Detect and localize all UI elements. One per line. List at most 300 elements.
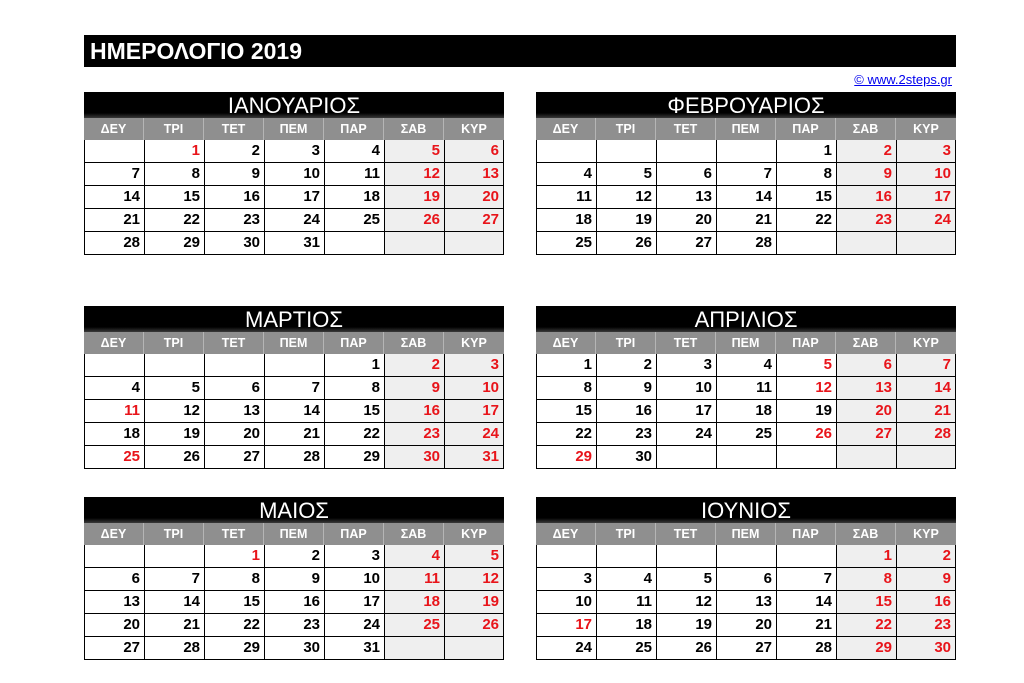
month-name: ΜΑΙΟΣ [259, 498, 329, 523]
day-cell: 28 [896, 423, 956, 445]
day-cell: 4 [536, 163, 596, 185]
day-cell: 19 [144, 423, 204, 445]
day-cell: 20 [656, 209, 716, 231]
day-cell: 8 [776, 163, 836, 185]
day-cell: 15 [324, 400, 384, 422]
day-cell: 27 [444, 209, 504, 231]
day-cell: 19 [656, 614, 716, 636]
day-cell: 1 [204, 545, 264, 567]
day-cell: 16 [836, 186, 896, 208]
day-cell: 3 [656, 354, 716, 376]
month-header [536, 497, 956, 523]
weekday-label: ΔΕΥ [536, 523, 596, 545]
weekday-label: ΠΑΡ [776, 332, 836, 354]
day-cell [836, 232, 896, 254]
weekday-label: ΤΕΤ [204, 332, 264, 354]
week-row [84, 545, 504, 568]
day-cell: 1 [536, 354, 596, 376]
month-calendar [84, 92, 504, 255]
day-cell: 6 [836, 354, 896, 376]
week-row [536, 545, 956, 568]
day-cell: 5 [444, 545, 504, 567]
day-cell: 18 [536, 209, 596, 231]
weekday-label: ΣΑΒ [836, 332, 896, 354]
day-cell: 15 [144, 186, 204, 208]
day-cell: 18 [84, 423, 144, 445]
day-cell: 18 [324, 186, 384, 208]
week-row [84, 209, 504, 232]
weekday-label: ΠΕΜ [716, 332, 776, 354]
day-cell [444, 232, 504, 254]
week-row [536, 446, 956, 469]
day-cell: 25 [596, 637, 656, 659]
weekday-label: ΠΑΡ [324, 523, 384, 545]
day-cell: 24 [896, 209, 956, 231]
day-cell: 10 [896, 163, 956, 185]
day-cell: 19 [384, 186, 444, 208]
day-cell [84, 140, 144, 162]
week-row [536, 232, 956, 255]
day-cell: 27 [716, 637, 776, 659]
day-cell: 28 [776, 637, 836, 659]
day-cell: 30 [384, 446, 444, 468]
day-cell: 14 [84, 186, 144, 208]
day-cell: 23 [204, 209, 264, 231]
month-name: ΑΠΡΙΛΙΟΣ [694, 307, 798, 332]
day-cell [204, 354, 264, 376]
day-cell: 13 [836, 377, 896, 399]
day-cell: 29 [836, 637, 896, 659]
month-calendar [536, 306, 956, 469]
month-calendar [84, 306, 504, 469]
day-cell: 13 [444, 163, 504, 185]
week-row [536, 186, 956, 209]
day-cell: 8 [144, 163, 204, 185]
day-cell: 18 [716, 400, 776, 422]
day-cell: 24 [324, 614, 384, 636]
day-cell: 24 [656, 423, 716, 445]
day-cell: 25 [716, 423, 776, 445]
day-cell: 10 [536, 591, 596, 613]
day-cell: 15 [836, 591, 896, 613]
day-cell: 29 [536, 446, 596, 468]
day-cell [716, 545, 776, 567]
week-row [536, 354, 956, 377]
day-cell [264, 354, 324, 376]
day-cell: 4 [596, 568, 656, 590]
day-cell: 28 [264, 446, 324, 468]
day-cell: 10 [444, 377, 504, 399]
weekday-label: ΤΕΤ [204, 523, 264, 545]
day-cell: 12 [596, 186, 656, 208]
day-cell: 11 [716, 377, 776, 399]
day-cell: 18 [384, 591, 444, 613]
weekday-label: ΣΑΒ [836, 523, 896, 545]
day-cell [536, 545, 596, 567]
day-cell [536, 140, 596, 162]
day-cell: 14 [144, 591, 204, 613]
week-row [536, 209, 956, 232]
week-row [84, 614, 504, 637]
day-cell: 15 [536, 400, 596, 422]
day-cell: 2 [836, 140, 896, 162]
week-row [536, 377, 956, 400]
day-cell: 11 [596, 591, 656, 613]
day-cell: 1 [324, 354, 384, 376]
day-cell: 10 [264, 163, 324, 185]
weekday-label: ΤΡΙ [596, 118, 656, 140]
day-cell [596, 545, 656, 567]
weekday-label: ΤΡΙ [144, 523, 204, 545]
week-row [536, 163, 956, 186]
day-cell: 21 [264, 423, 324, 445]
day-cell [896, 446, 956, 468]
weekday-label: ΔΕΥ [536, 118, 596, 140]
day-cell: 14 [776, 591, 836, 613]
day-cell: 22 [776, 209, 836, 231]
month-calendar [536, 497, 956, 660]
day-cell: 3 [536, 568, 596, 590]
month-calendar [84, 497, 504, 660]
day-cell: 21 [716, 209, 776, 231]
month-name: ΙΟΥΝΙΟΣ [701, 498, 791, 523]
day-cell: 14 [716, 186, 776, 208]
day-cell: 22 [204, 614, 264, 636]
day-cell [144, 354, 204, 376]
week-row [84, 354, 504, 377]
weekday-label: ΠΑΡ [324, 118, 384, 140]
day-cell: 27 [836, 423, 896, 445]
weekday-label: ΚΥΡ [461, 336, 487, 350]
day-cell: 2 [896, 545, 956, 567]
day-cell: 5 [596, 163, 656, 185]
week-row [84, 591, 504, 614]
day-cell: 27 [204, 446, 264, 468]
day-cell: 28 [84, 232, 144, 254]
day-cell: 2 [596, 354, 656, 376]
day-cell: 13 [656, 186, 716, 208]
day-cell: 5 [656, 568, 716, 590]
day-cell: 17 [656, 400, 716, 422]
weekday-label: ΤΡΙ [596, 332, 656, 354]
day-cell: 1 [144, 140, 204, 162]
month-header [84, 306, 504, 332]
day-cell: 31 [264, 232, 324, 254]
week-row [84, 423, 504, 446]
weekday-label: ΔΕΥ [536, 332, 596, 354]
week-row [84, 232, 504, 255]
day-cell: 20 [836, 400, 896, 422]
day-cell: 9 [204, 163, 264, 185]
day-cell: 9 [264, 568, 324, 590]
day-cell [144, 545, 204, 567]
day-cell [656, 446, 716, 468]
day-cell: 8 [324, 377, 384, 399]
day-cell: 25 [84, 446, 144, 468]
day-cell: 24 [444, 423, 504, 445]
weekday-label: ΤΡΙ [144, 118, 204, 140]
day-cell: 6 [656, 163, 716, 185]
day-cell: 27 [656, 232, 716, 254]
day-cell [444, 637, 504, 659]
weekday-label: ΚΥΡ [461, 527, 487, 541]
weekday-header-row [536, 332, 956, 354]
weekday-label: ΤΕΤ [204, 118, 264, 140]
day-cell: 9 [384, 377, 444, 399]
day-cell: 10 [656, 377, 716, 399]
day-cell: 9 [596, 377, 656, 399]
weekday-label: ΔΕΥ [84, 332, 144, 354]
day-cell: 21 [144, 614, 204, 636]
day-cell: 15 [204, 591, 264, 613]
day-cell: 21 [776, 614, 836, 636]
day-cell: 17 [444, 400, 504, 422]
day-cell: 22 [144, 209, 204, 231]
day-cell: 25 [384, 614, 444, 636]
day-cell: 20 [444, 186, 504, 208]
weekday-header-row [84, 523, 504, 545]
day-cell: 16 [384, 400, 444, 422]
week-row [84, 377, 504, 400]
day-cell: 30 [896, 637, 956, 659]
day-cell: 13 [84, 591, 144, 613]
weekday-label: ΠΑΡ [324, 332, 384, 354]
day-cell [896, 232, 956, 254]
day-cell: 13 [716, 591, 776, 613]
day-cell: 26 [384, 209, 444, 231]
week-row [536, 637, 956, 660]
day-cell: 24 [536, 637, 596, 659]
week-row [84, 163, 504, 186]
day-cell: 22 [836, 614, 896, 636]
day-cell: 4 [384, 545, 444, 567]
day-cell: 28 [716, 232, 776, 254]
day-cell: 22 [324, 423, 384, 445]
weekday-label: ΠΕΜ [264, 523, 324, 545]
day-cell: 30 [264, 637, 324, 659]
day-cell: 6 [716, 568, 776, 590]
day-cell: 4 [84, 377, 144, 399]
day-cell: 11 [384, 568, 444, 590]
weekday-label: ΤΡΙ [144, 332, 204, 354]
day-cell: 2 [384, 354, 444, 376]
weekday-header-row [536, 523, 956, 545]
day-cell [596, 140, 656, 162]
month-header [84, 92, 504, 118]
day-cell: 11 [84, 400, 144, 422]
day-cell: 16 [264, 591, 324, 613]
month-name: ΜΑΡΤΙΟΣ [245, 307, 343, 332]
day-cell: 8 [536, 377, 596, 399]
weekday-label: ΤΡΙ [596, 523, 656, 545]
weekday-label: ΚΥΡ [913, 527, 939, 541]
day-cell: 20 [204, 423, 264, 445]
day-cell: 19 [596, 209, 656, 231]
day-cell: 9 [836, 163, 896, 185]
weekday-label: ΤΕΤ [656, 118, 716, 140]
day-cell: 1 [776, 140, 836, 162]
day-cell: 15 [776, 186, 836, 208]
day-cell: 28 [144, 637, 204, 659]
day-cell [656, 140, 716, 162]
day-cell: 3 [896, 140, 956, 162]
day-cell [836, 446, 896, 468]
day-cell [384, 232, 444, 254]
weekday-label: ΤΕΤ [656, 332, 716, 354]
day-cell: 7 [84, 163, 144, 185]
day-cell [776, 446, 836, 468]
day-cell: 7 [264, 377, 324, 399]
day-cell: 5 [776, 354, 836, 376]
day-cell: 14 [264, 400, 324, 422]
weekday-label: ΣΑΒ [384, 523, 444, 545]
month-header [536, 306, 956, 332]
day-cell: 16 [896, 591, 956, 613]
day-cell: 24 [264, 209, 324, 231]
day-cell: 3 [264, 140, 324, 162]
day-cell [716, 446, 776, 468]
calendar-title-bar [84, 35, 956, 67]
day-cell: 4 [716, 354, 776, 376]
day-cell: 13 [204, 400, 264, 422]
day-cell: 21 [896, 400, 956, 422]
day-cell: 25 [536, 232, 596, 254]
day-cell: 29 [204, 637, 264, 659]
day-cell: 23 [596, 423, 656, 445]
week-row [84, 400, 504, 423]
day-cell: 16 [596, 400, 656, 422]
week-row [536, 423, 956, 446]
day-cell: 19 [776, 400, 836, 422]
page-title: ΗΜΕΡΟΛΟΓΙΟ 2019 [90, 38, 302, 64]
week-row [536, 568, 956, 591]
day-cell: 19 [444, 591, 504, 613]
day-cell: 8 [836, 568, 896, 590]
month-header [84, 497, 504, 523]
day-cell: 3 [324, 545, 384, 567]
day-cell: 12 [384, 163, 444, 185]
weekday-label: ΔΕΥ [84, 523, 144, 545]
weekday-label: ΚΥΡ [913, 336, 939, 350]
day-cell: 7 [896, 354, 956, 376]
day-cell: 25 [324, 209, 384, 231]
week-row [84, 140, 504, 163]
day-cell: 14 [896, 377, 956, 399]
copyright-link[interactable]: © www.2steps.gr [854, 72, 952, 87]
day-cell [776, 545, 836, 567]
weekday-label: ΠΑΡ [776, 523, 836, 545]
weekday-label: ΠΕΜ [264, 118, 324, 140]
day-cell: 8 [204, 568, 264, 590]
day-cell: 6 [204, 377, 264, 399]
day-cell [84, 545, 144, 567]
day-cell: 26 [776, 423, 836, 445]
day-cell: 6 [444, 140, 504, 162]
day-cell: 21 [84, 209, 144, 231]
weekday-header-row [84, 118, 504, 140]
day-cell: 17 [896, 186, 956, 208]
day-cell: 4 [324, 140, 384, 162]
day-cell: 5 [144, 377, 204, 399]
day-cell: 29 [324, 446, 384, 468]
day-cell: 30 [596, 446, 656, 468]
weekday-label: ΔΕΥ [84, 118, 144, 140]
day-cell [84, 354, 144, 376]
day-cell: 11 [324, 163, 384, 185]
day-cell: 17 [264, 186, 324, 208]
day-cell: 2 [264, 545, 324, 567]
month-name: ΦΕΒΡΟΥΑΡΙΟΣ [667, 93, 825, 118]
day-cell: 16 [204, 186, 264, 208]
day-cell [776, 232, 836, 254]
weekday-label: ΚΥΡ [913, 122, 939, 136]
day-cell: 12 [656, 591, 716, 613]
day-cell: 17 [536, 614, 596, 636]
day-cell [656, 545, 716, 567]
day-cell: 23 [264, 614, 324, 636]
day-cell: 2 [204, 140, 264, 162]
day-cell: 3 [444, 354, 504, 376]
week-row [84, 568, 504, 591]
week-row [84, 446, 504, 469]
day-cell: 6 [84, 568, 144, 590]
day-cell: 31 [444, 446, 504, 468]
day-cell: 12 [144, 400, 204, 422]
week-row [536, 591, 956, 614]
day-cell: 11 [536, 186, 596, 208]
day-cell: 27 [84, 637, 144, 659]
weekday-label: ΠΕΜ [264, 332, 324, 354]
weekday-label: ΠΕΜ [716, 523, 776, 545]
day-cell: 1 [836, 545, 896, 567]
day-cell: 10 [324, 568, 384, 590]
weekday-label: ΣΑΒ [836, 118, 896, 140]
day-cell: 26 [444, 614, 504, 636]
weekday-header-row [84, 332, 504, 354]
day-cell: 12 [776, 377, 836, 399]
day-cell: 22 [536, 423, 596, 445]
day-cell: 23 [836, 209, 896, 231]
day-cell: 26 [596, 232, 656, 254]
weekday-label: ΠΕΜ [716, 118, 776, 140]
month-calendar [536, 92, 956, 255]
week-row [536, 614, 956, 637]
week-row [536, 140, 956, 163]
day-cell [324, 232, 384, 254]
week-row [84, 186, 504, 209]
weekday-header-row [536, 118, 956, 140]
weekday-label: ΤΕΤ [656, 523, 716, 545]
day-cell: 20 [716, 614, 776, 636]
day-cell: 5 [384, 140, 444, 162]
day-cell: 23 [384, 423, 444, 445]
week-row [536, 400, 956, 423]
day-cell: 30 [204, 232, 264, 254]
day-cell: 18 [596, 614, 656, 636]
day-cell: 31 [324, 637, 384, 659]
day-cell: 29 [144, 232, 204, 254]
day-cell: 23 [896, 614, 956, 636]
month-header [536, 92, 956, 118]
day-cell: 7 [716, 163, 776, 185]
day-cell: 26 [144, 446, 204, 468]
day-cell [384, 637, 444, 659]
day-cell: 7 [144, 568, 204, 590]
weekday-label: ΠΑΡ [776, 118, 836, 140]
day-cell: 26 [656, 637, 716, 659]
month-name: ΙΑΝΟΥΑΡΙΟΣ [227, 93, 361, 118]
weekday-label: ΚΥΡ [461, 122, 487, 136]
